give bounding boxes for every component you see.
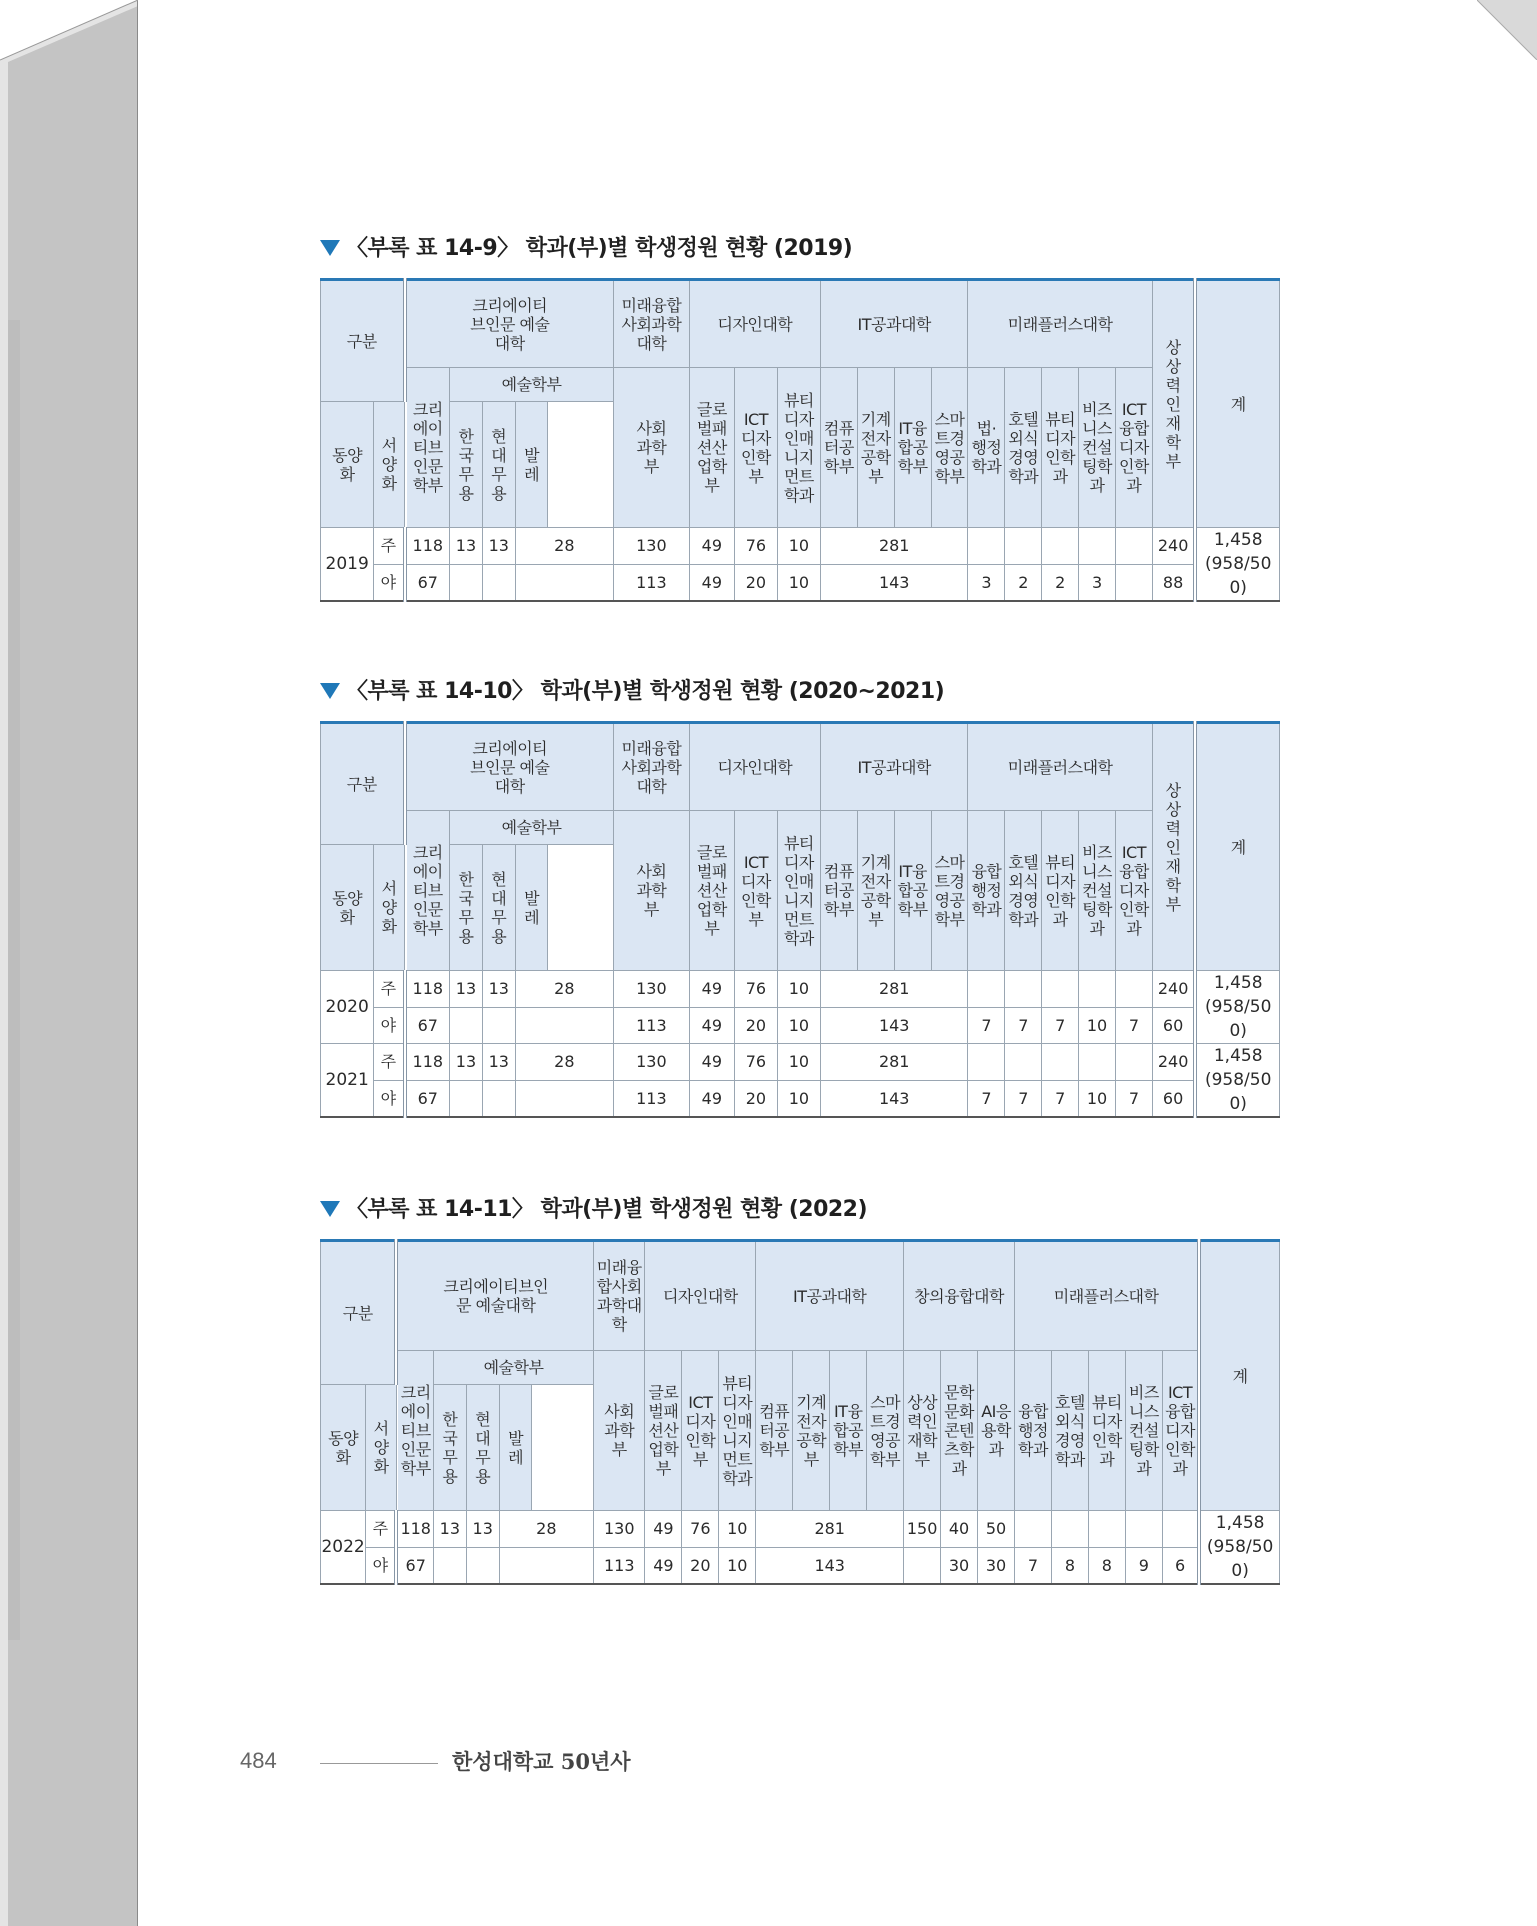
- total-cell: [1195, 971, 1279, 1044]
- header-department: 뷰티디자인매니지먼트학과: [777, 368, 820, 528]
- header-total: 계: [1195, 723, 1279, 971]
- total-breakdown: (958/500): [1206, 1537, 1274, 1581]
- value-cell: 240: [1152, 971, 1195, 1008]
- value-cell: 49: [689, 1007, 734, 1044]
- value-cell: 49: [689, 1044, 734, 1081]
- total-value: 1,458: [1213, 530, 1263, 550]
- value-cell: 113: [614, 1007, 690, 1044]
- value-cell: 60: [1152, 1080, 1195, 1117]
- header-department: 상상력인재학부: [1152, 280, 1195, 528]
- header-college: 미래융합 사회과학 대학: [614, 280, 690, 368]
- enrollment-table: [320, 278, 1280, 602]
- header-college: 크리에이티브인문 예술대학: [405, 723, 614, 811]
- value-cell: 49: [645, 1547, 682, 1584]
- table-title: [320, 232, 1280, 266]
- value-cell: 7: [1005, 1080, 1042, 1117]
- table-title: [320, 675, 1280, 709]
- page-corner: [1477, 0, 1537, 60]
- header-college: 미래융합사회과학대학: [594, 1241, 645, 1351]
- header-department: 동양화: [321, 402, 374, 528]
- shift-label: 주: [366, 1511, 397, 1548]
- value-cell: 13: [466, 1511, 499, 1548]
- header-college: 디자인대학: [645, 1241, 756, 1351]
- value-cell: 67: [396, 1547, 433, 1584]
- header-department: 한국무용: [450, 845, 483, 971]
- value-cell: 240: [1152, 1044, 1195, 1081]
- value-cell: [1125, 1511, 1162, 1548]
- value-cell: 8: [1051, 1547, 1088, 1584]
- table-row: [321, 1044, 1280, 1081]
- value-cell: 118: [405, 528, 450, 565]
- total-breakdown: (958/500): [1204, 554, 1272, 598]
- header-department: 비즈니스컨설팅학과: [1079, 811, 1116, 971]
- value-cell: 13: [450, 528, 483, 565]
- table-row: [321, 1511, 1280, 1548]
- header-department: ICT디자인학부: [734, 368, 777, 528]
- header-department: 법·행정학과: [968, 368, 1005, 528]
- total-value: 1,458: [1213, 1046, 1263, 1066]
- year-cell: 2022: [321, 1511, 366, 1585]
- value-cell: [904, 1547, 941, 1584]
- value-cell: 113: [614, 564, 690, 601]
- value-cell: [968, 1044, 1005, 1081]
- header-department: 호텔외식경영학과: [1005, 368, 1042, 528]
- value-cell: 49: [645, 1511, 682, 1548]
- value-cell: 281: [820, 971, 968, 1008]
- shift-label: 야: [374, 1080, 405, 1117]
- book-edge: [0, 0, 140, 1926]
- value-cell: 10: [1079, 1007, 1116, 1044]
- header-department: 한국무용: [450, 402, 483, 528]
- shift-label: 주: [374, 528, 405, 565]
- header-department: 동양화: [321, 1385, 366, 1511]
- header-department: ICT디자인학부: [734, 811, 777, 971]
- value-cell: [1115, 564, 1152, 601]
- value-cell: 10: [777, 971, 820, 1008]
- header-department: ICT융합디자인학과: [1162, 1351, 1199, 1511]
- header-department: 상상력인재학부: [904, 1351, 941, 1511]
- value-cell: [450, 564, 483, 601]
- table-row: [321, 1547, 1280, 1584]
- value-cell: 130: [614, 528, 690, 565]
- value-cell: [1162, 1511, 1199, 1548]
- page-number: 484: [240, 1748, 277, 1773]
- header-department: 사회과학부: [614, 368, 690, 528]
- total-breakdown: (958/500): [1204, 997, 1272, 1041]
- header-college: 창의융합대학: [904, 1241, 1015, 1351]
- value-cell: [1079, 528, 1116, 565]
- year-cell: 2020: [321, 971, 374, 1044]
- value-cell: [482, 1080, 515, 1117]
- down-triangle-icon: [320, 240, 340, 256]
- value-cell: 60: [1152, 1007, 1195, 1044]
- value-cell: 10: [719, 1547, 756, 1584]
- header-department: 기계전자공학부: [857, 811, 894, 971]
- value-cell: 281: [820, 1044, 968, 1081]
- header-department: 컴퓨터공학부: [820, 368, 857, 528]
- value-cell: 76: [734, 1044, 777, 1081]
- value-cell: 8: [1088, 1547, 1125, 1584]
- header-total: 계: [1195, 280, 1279, 528]
- value-cell: 76: [734, 971, 777, 1008]
- header-department: 컴퓨터공학부: [820, 811, 857, 971]
- value-cell: 28: [499, 1511, 593, 1548]
- header-department: AI응용학과: [978, 1351, 1015, 1511]
- header-department: 크리에이티브인문학부: [405, 368, 450, 528]
- value-cell: [968, 971, 1005, 1008]
- table-title-text: 〈부록 표 14-11〉 학과(부)별 학생정원 현황 (2022): [346, 1197, 868, 1222]
- shift-label: 야: [366, 1547, 397, 1584]
- header-department: 발레: [515, 845, 548, 971]
- value-cell: 10: [1079, 1080, 1116, 1117]
- value-cell: 88: [1152, 564, 1195, 601]
- header-college: 디자인대학: [689, 280, 820, 368]
- value-cell: 9: [1125, 1547, 1162, 1584]
- enrollment-table: [320, 721, 1280, 1118]
- value-cell: 10: [777, 528, 820, 565]
- total-cell: [1195, 528, 1279, 602]
- header-department: 발레: [499, 1385, 532, 1511]
- value-cell: 2: [1005, 564, 1042, 601]
- value-cell: 7: [1042, 1007, 1079, 1044]
- value-cell: 150: [904, 1511, 941, 1548]
- table-title: [320, 1193, 1280, 1227]
- value-cell: 13: [433, 1511, 466, 1548]
- total-cell: [1195, 1044, 1279, 1118]
- header-department: 문학문화콘텐츠학과: [941, 1351, 978, 1511]
- header-department: 글로벌패션산업학부: [645, 1351, 682, 1511]
- enrollment-table: [320, 1239, 1280, 1585]
- value-cell: 113: [594, 1547, 645, 1584]
- total-value: 1,458: [1213, 973, 1263, 993]
- table-row: [321, 1007, 1280, 1044]
- header-department: 한국무용: [433, 1385, 466, 1511]
- value-cell: 13: [482, 971, 515, 1008]
- header-department: 스마트경영공학부: [931, 811, 968, 971]
- value-cell: [1042, 971, 1079, 1008]
- value-cell: 13: [482, 528, 515, 565]
- value-cell: 67: [405, 1007, 450, 1044]
- value-cell: 7: [1042, 1080, 1079, 1117]
- value-cell: [1051, 1511, 1088, 1548]
- table-title-text: 〈부록 표 14-10〉 학과(부)별 학생정원 현황 (2020~2021): [346, 679, 945, 704]
- header-department: 뷰티디자인학과: [1042, 811, 1079, 971]
- value-cell: [1005, 1044, 1042, 1081]
- header-department: 현대무용: [466, 1385, 499, 1511]
- value-cell: 20: [682, 1547, 719, 1584]
- value-cell: [1014, 1511, 1051, 1548]
- header-department: ICT융합디자인학과: [1115, 811, 1152, 971]
- value-cell: [1115, 971, 1152, 1008]
- header-college: IT공과대학: [820, 723, 968, 811]
- header-department: 스마트경영공학부: [867, 1351, 904, 1511]
- header-department: 융합행정학과: [1014, 1351, 1051, 1511]
- value-cell: 118: [396, 1511, 433, 1548]
- value-cell: 118: [405, 1044, 450, 1081]
- header-department: ICT디자인학부: [682, 1351, 719, 1511]
- header-department: IT융합공학부: [830, 1351, 867, 1511]
- table-row: [321, 528, 1280, 565]
- value-cell: [433, 1547, 466, 1584]
- value-cell: 67: [405, 564, 450, 601]
- header-department: 사회과학부: [614, 811, 690, 971]
- value-cell: 30: [941, 1547, 978, 1584]
- value-cell: 281: [820, 528, 968, 565]
- value-cell: 28: [515, 971, 613, 1008]
- header-college: 디자인대학: [689, 723, 820, 811]
- value-cell: 240: [1152, 528, 1195, 565]
- value-cell: 7: [968, 1007, 1005, 1044]
- header-department: 호텔외식경영학과: [1005, 811, 1042, 971]
- header-department: 기계전자공학부: [857, 368, 894, 528]
- value-cell: 143: [820, 564, 968, 601]
- header-college: IT공과대학: [756, 1241, 904, 1351]
- header-college: 크리에이티브인문 예술대학: [396, 1241, 593, 1351]
- value-cell: 7: [1115, 1007, 1152, 1044]
- header-department: 발레: [515, 402, 548, 528]
- value-cell: 130: [614, 1044, 690, 1081]
- value-cell: 10: [777, 1080, 820, 1117]
- header-college: 미래플러스대학: [968, 723, 1152, 811]
- header-school: 예술학부: [433, 1351, 593, 1385]
- total-breakdown: (958/500): [1204, 1070, 1272, 1114]
- header-department: 컴퓨터공학부: [756, 1351, 793, 1511]
- value-cell: 130: [614, 971, 690, 1008]
- total-value: 1,458: [1215, 1513, 1265, 1533]
- value-cell: 30: [978, 1547, 1015, 1584]
- header-department: 현대무용: [482, 402, 515, 528]
- total-cell: [1199, 1511, 1279, 1585]
- header-department: ICT융합디자인학과: [1115, 368, 1152, 528]
- header-department: 기계전자공학부: [793, 1351, 830, 1511]
- header-department: 크리에이티브인문학부: [396, 1351, 433, 1511]
- table-row: [321, 971, 1280, 1008]
- value-cell: [515, 564, 613, 601]
- value-cell: 49: [689, 528, 734, 565]
- value-cell: 49: [689, 971, 734, 1008]
- value-cell: 113: [614, 1080, 690, 1117]
- header-gubun: 구분: [321, 280, 405, 402]
- header-department: IT융합공학부: [894, 368, 931, 528]
- header-department: 상상력인재학부: [1152, 723, 1195, 971]
- value-cell: 143: [756, 1547, 904, 1584]
- value-cell: 10: [719, 1511, 756, 1548]
- footer-divider: [320, 1763, 438, 1764]
- value-cell: [1042, 1044, 1079, 1081]
- header-department: 융합행정학과: [968, 811, 1005, 971]
- table-title-text: 〈부록 표 14-9〉 학과(부)별 학생정원 현황 (2019): [346, 236, 853, 261]
- value-cell: 10: [777, 1007, 820, 1044]
- value-cell: [1079, 1044, 1116, 1081]
- value-cell: [968, 528, 1005, 565]
- value-cell: 130: [594, 1511, 645, 1548]
- header-department: 뷰티디자인학과: [1088, 1351, 1125, 1511]
- value-cell: 3: [968, 564, 1005, 601]
- value-cell: [450, 1007, 483, 1044]
- header-department: 뷰티디자인매니지먼트학과: [719, 1351, 756, 1511]
- table-section-2020-2021: [320, 675, 1280, 1118]
- value-cell: [482, 1007, 515, 1044]
- down-triangle-icon: [320, 1201, 340, 1217]
- header-school: 예술학부: [450, 811, 614, 845]
- header-total: 계: [1199, 1241, 1279, 1511]
- value-cell: [1079, 971, 1116, 1008]
- header-department: 현대무용: [482, 845, 515, 971]
- value-cell: 7: [1014, 1547, 1051, 1584]
- table-row: [321, 564, 1280, 601]
- value-cell: [1005, 971, 1042, 1008]
- value-cell: 13: [450, 971, 483, 1008]
- value-cell: [1042, 528, 1079, 565]
- value-cell: [515, 1007, 613, 1044]
- header-department: 호텔외식경영학과: [1051, 1351, 1088, 1511]
- value-cell: [482, 564, 515, 601]
- value-cell: 7: [968, 1080, 1005, 1117]
- shift-label: 야: [374, 564, 405, 601]
- value-cell: 7: [1115, 1080, 1152, 1117]
- value-cell: 49: [689, 564, 734, 601]
- value-cell: 49: [689, 1080, 734, 1117]
- header-college: IT공과대학: [820, 280, 968, 368]
- table-section-2022: [320, 1193, 1280, 1585]
- value-cell: 118: [405, 971, 450, 1008]
- value-cell: 13: [450, 1044, 483, 1081]
- value-cell: 7: [1005, 1007, 1042, 1044]
- header-department: 크리에이티브인문학부: [405, 811, 450, 971]
- shift-label: 야: [374, 1007, 405, 1044]
- header-gubun: 구분: [321, 1241, 397, 1385]
- header-department: 서양화: [366, 1385, 397, 1511]
- value-cell: [515, 1080, 613, 1117]
- value-cell: [466, 1547, 499, 1584]
- header-department: 서양화: [374, 845, 405, 971]
- header-college: 미래플러스대학: [1014, 1241, 1199, 1351]
- value-cell: 2: [1042, 564, 1079, 601]
- value-cell: 10: [777, 1044, 820, 1081]
- header-department: 사회과학부: [594, 1351, 645, 1511]
- header-department: 비즈니스컨설팅학과: [1125, 1351, 1162, 1511]
- header-department: 동양화: [321, 845, 374, 971]
- table-section-2019: [320, 232, 1280, 602]
- value-cell: 3: [1079, 564, 1116, 601]
- value-cell: 76: [734, 528, 777, 565]
- value-cell: 10: [777, 564, 820, 601]
- value-cell: 281: [756, 1511, 904, 1548]
- table-row: [321, 1080, 1280, 1117]
- value-cell: [1005, 528, 1042, 565]
- value-cell: 20: [734, 564, 777, 601]
- value-cell: 20: [734, 1007, 777, 1044]
- value-cell: 143: [820, 1007, 968, 1044]
- header-department: 서양화: [374, 402, 405, 528]
- header-department: 뷰티디자인매니지먼트학과: [777, 811, 820, 971]
- value-cell: [1088, 1511, 1125, 1548]
- value-cell: [1115, 528, 1152, 565]
- header-department: 비즈니스컨설팅학과: [1079, 368, 1116, 528]
- shift-label: 주: [374, 1044, 405, 1081]
- year-cell: 2021: [321, 1044, 374, 1118]
- value-cell: 76: [682, 1511, 719, 1548]
- shift-label: 주: [374, 971, 405, 1008]
- header-department: IT융합공학부: [894, 811, 931, 971]
- value-cell: 50: [978, 1511, 1015, 1548]
- value-cell: 13: [482, 1044, 515, 1081]
- value-cell: 143: [820, 1080, 968, 1117]
- down-triangle-icon: [320, 683, 340, 699]
- value-cell: 67: [405, 1080, 450, 1117]
- header-department: 글로벌패션산업학부: [689, 368, 734, 528]
- value-cell: 6: [1162, 1547, 1199, 1584]
- header-college: 크리에이티브인문 예술대학: [405, 280, 614, 368]
- header-gubun: 구분: [321, 723, 405, 845]
- value-cell: [450, 1080, 483, 1117]
- year-cell: 2019: [321, 528, 374, 602]
- header-school: 예술학부: [450, 368, 614, 402]
- header-department: 스마트경영공학부: [931, 368, 968, 528]
- book-title: 한성대학교 50년사: [452, 1749, 631, 1774]
- header-department: 글로벌패션산업학부: [689, 811, 734, 971]
- value-cell: 40: [941, 1511, 978, 1548]
- header-department: 뷰티디자인학과: [1042, 368, 1079, 528]
- header-college: 미래융합 사회과학 대학: [614, 723, 690, 811]
- value-cell: [1115, 1044, 1152, 1081]
- value-cell: 28: [515, 1044, 613, 1081]
- value-cell: 20: [734, 1080, 777, 1117]
- value-cell: [499, 1547, 593, 1584]
- header-college: 미래플러스대학: [968, 280, 1152, 368]
- value-cell: 28: [515, 528, 613, 565]
